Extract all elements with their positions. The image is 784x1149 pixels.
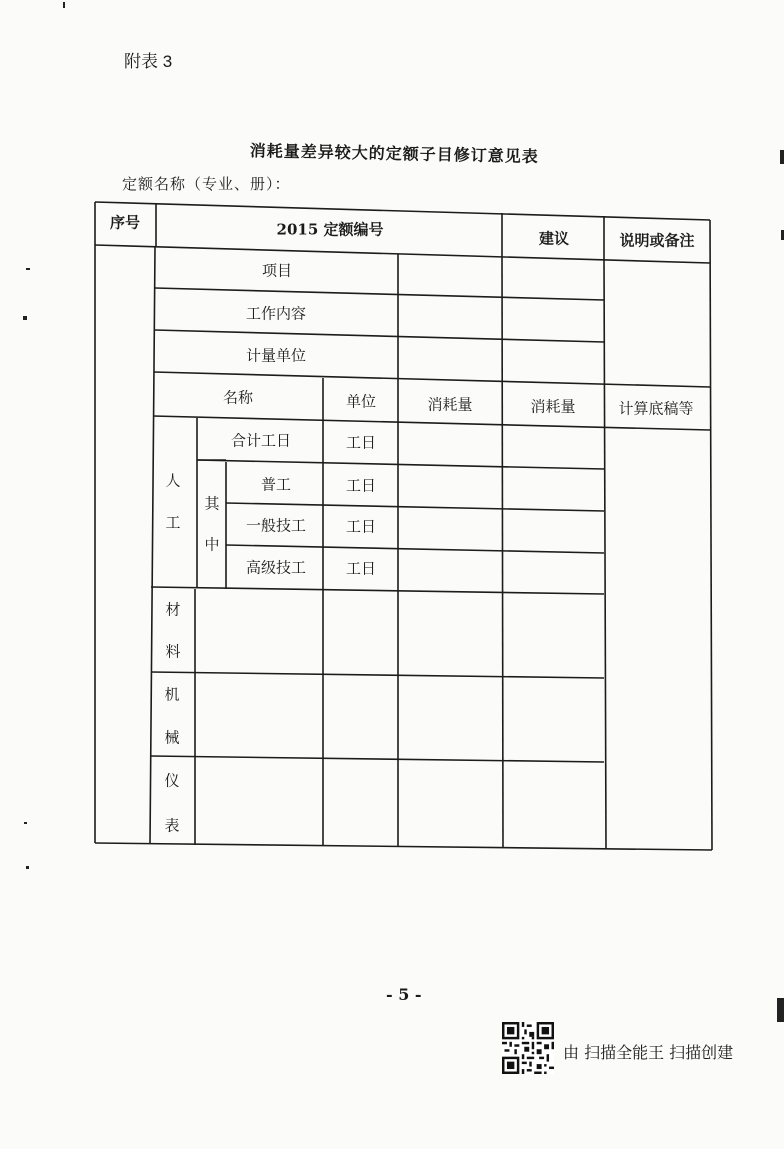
machinery-char-1: 机 — [164, 685, 180, 704]
page-number: - 5 - — [386, 985, 422, 1004]
scanner-note: 由 扫描全能王 扫描创建 — [563, 1043, 734, 1062]
labor-general-label: 普工 — [260, 475, 292, 494]
unit-of-measure-label: 计量单位 — [245, 346, 307, 365]
suggestion-header: 建议 — [538, 229, 570, 248]
consumption-header-2: 消耗量 — [530, 397, 576, 416]
scan-edge-mark — [780, 150, 784, 164]
scan-speck — [23, 316, 27, 320]
scan-edge-mark — [777, 998, 784, 1022]
calc-draft-header: 计算底稿等 — [618, 399, 694, 418]
materials-char-1: 材 — [165, 600, 181, 619]
scan-speck — [24, 822, 27, 824]
materials-char-2: 料 — [165, 642, 181, 661]
of-which-char-2: 中 — [204, 535, 220, 554]
labor-char-2: 工 — [165, 513, 181, 532]
labor-char-1: 人 — [165, 471, 181, 490]
unit-header: 单位 — [345, 392, 377, 411]
labor-total-unit: 工日 — [345, 433, 377, 452]
labor-general-unit: 工日 — [345, 476, 377, 495]
qr-code-icon — [502, 1022, 554, 1074]
labor-senior-skilled-label: 高级技工 — [245, 558, 307, 577]
labor-ordinary-skilled-unit: 工日 — [345, 517, 377, 536]
annex-label: 附表 3 — [124, 52, 173, 71]
scan-speck — [63, 2, 65, 8]
item-label: 项目 — [261, 261, 293, 280]
scan-speck — [26, 866, 29, 869]
name-header: 名称 — [222, 388, 254, 407]
consumption-header-1: 消耗量 — [427, 395, 473, 414]
instruments-char-1: 仪 — [164, 771, 180, 790]
code-header: 2015 定额编号 — [276, 220, 384, 239]
seq-header: 序号 — [109, 213, 141, 232]
form-title: 消耗量差异较大的定额子目修订意见表 — [249, 140, 539, 167]
labor-ordinary-skilled-label: 一般技工 — [245, 516, 307, 535]
machinery-char-2: 械 — [164, 728, 180, 747]
work-content-label: 工作内容 — [245, 304, 307, 323]
remarks-header: 说明或备注 — [619, 231, 695, 250]
of-which-char-1: 其 — [204, 494, 220, 513]
labor-senior-skilled-unit: 工日 — [345, 559, 377, 578]
quota-name-label: 定额名称（专业、册）： — [122, 175, 291, 193]
instruments-char-2: 表 — [164, 816, 180, 835]
scan-speck — [26, 268, 30, 270]
labor-total-label: 合计工日 — [230, 431, 292, 450]
